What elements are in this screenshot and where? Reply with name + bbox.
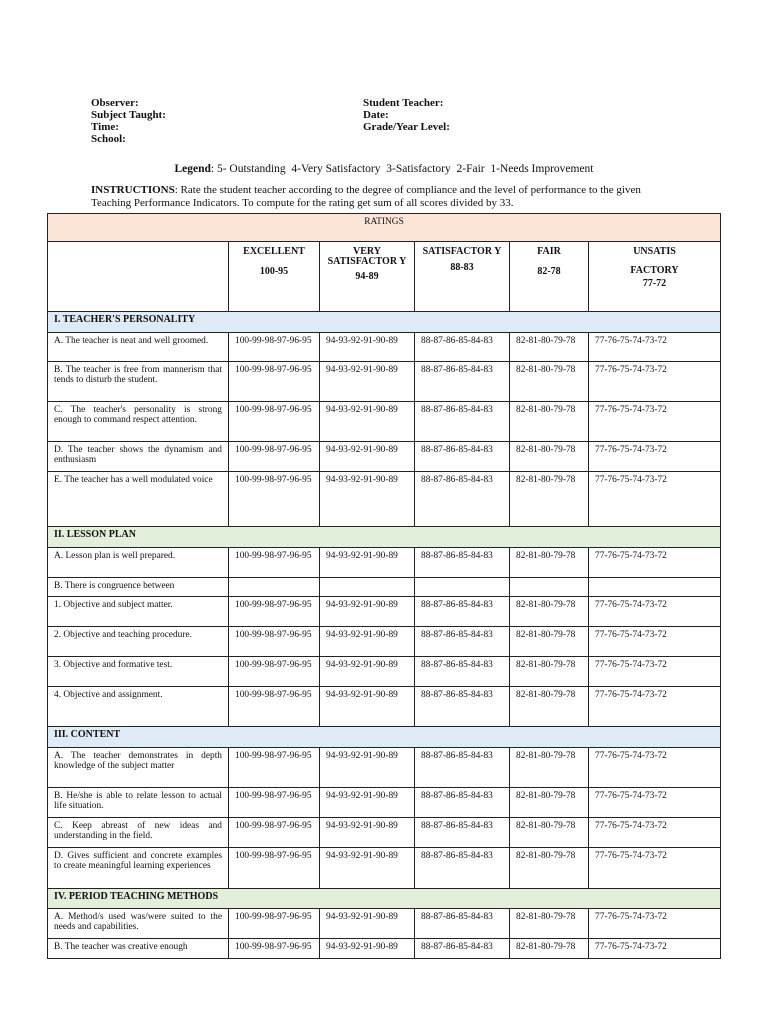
score-cell-unsatisfactory[interactable]: 77-76-75-74-73-72	[589, 939, 721, 959]
score-cell-fair[interactable]: 82-81-80-79-78	[510, 848, 589, 889]
indicator-text: A. Method/s used was/were suited to the needs and capabilities.	[48, 909, 229, 939]
score-cell-very-satisfactory[interactable]: 94-93-92-91-90-89	[320, 939, 415, 959]
score-cell-very-satisfactory[interactable]: 94-93-92-91-90-89	[320, 687, 415, 727]
score-cell-very-satisfactory[interactable]: 94-93-92-91-90-89	[320, 402, 415, 442]
score-cell-excellent[interactable]: 100-99-98-97-96-95	[229, 333, 320, 362]
table-row	[48, 687, 721, 727]
score-cell-fair[interactable]: 82-81-80-79-78	[510, 362, 589, 402]
column-range: 88-83	[450, 261, 474, 273]
legend	[0, 163, 768, 175]
score-cell-satisfactory[interactable]: 88-87-86-85-84-83	[415, 472, 510, 527]
score-cell-very-satisfactory[interactable]: 94-93-92-91-90-89	[320, 362, 415, 402]
indicator-text: A. The teacher demonstrates in depth knowledge of the subject matter	[48, 748, 229, 788]
score-cell-fair[interactable]: 82-81-80-79-78	[510, 788, 589, 818]
score-cell-excellent[interactable]: 100-99-98-97-96-95	[229, 548, 320, 578]
indicator-text: C. The teacher's personality is strong enough to command respect attention.	[48, 402, 229, 442]
score-cell-fair[interactable]: 82-81-80-79-78	[510, 333, 589, 362]
score-cell-fair[interactable]: 82-81-80-79-78	[510, 597, 589, 627]
ratings-header: RATINGS	[48, 214, 721, 242]
score-cell-satisfactory[interactable]: 88-87-86-85-84-83	[415, 687, 510, 727]
column-header-excellent	[229, 242, 320, 312]
table-row	[48, 939, 721, 959]
legend-label: Legend	[174, 163, 211, 175]
score-cell-fair[interactable]: 82-81-80-79-78	[510, 687, 589, 727]
score-cell-fair[interactable]: 82-81-80-79-78	[510, 657, 589, 687]
table-row	[48, 442, 721, 472]
column-range: 82-78	[537, 265, 561, 277]
score-cell-unsatisfactory[interactable]: 77-76-75-74-73-72	[589, 848, 721, 889]
score-cell-unsatisfactory[interactable]: 77-76-75-74-73-72	[589, 402, 721, 442]
instructions-text: : Rate the student teacher according to the degree of compliance and the level of performance to the given Teaching Performance Indicators. To compute for the rating get sum of all scores divided by 33.	[91, 184, 641, 209]
table-row	[48, 597, 721, 627]
score-cell-fair[interactable]: 82-81-80-79-78	[510, 442, 589, 472]
score-cell-excellent[interactable]: 100-99-98-97-96-95	[229, 472, 320, 527]
score-cell-satisfactory[interactable]: 88-87-86-85-84-83	[415, 548, 510, 578]
score-cell-excellent[interactable]: 100-99-98-97-96-95	[229, 627, 320, 657]
score-cell-fair[interactable]: 82-81-80-79-78	[510, 627, 589, 657]
score-cell-satisfactory[interactable]	[415, 578, 510, 597]
column-label: VERY SATISFACTOR Y	[327, 246, 407, 267]
score-cell-unsatisfactory[interactable]: 77-76-75-74-73-72	[589, 362, 721, 402]
table-row	[48, 848, 721, 889]
table-row	[48, 657, 721, 687]
score-cell-satisfactory[interactable]: 88-87-86-85-84-83	[415, 848, 510, 889]
score-cell-unsatisfactory[interactable]	[589, 578, 721, 597]
grade-level-label: Grade/Year Level:	[363, 121, 450, 133]
score-cell-excellent[interactable]: 100-99-98-97-96-95	[229, 748, 320, 788]
score-cell-unsatisfactory[interactable]: 77-76-75-74-73-72	[589, 548, 721, 578]
score-cell-excellent[interactable]: 100-99-98-97-96-95	[229, 788, 320, 818]
score-cell-fair[interactable]: 82-81-80-79-78	[510, 909, 589, 939]
table-row	[48, 818, 721, 848]
score-cell-very-satisfactory[interactable]: 94-93-92-91-90-89	[320, 818, 415, 848]
indicator-text: 4. Objective and assignment.	[48, 687, 229, 727]
score-cell-unsatisfactory[interactable]: 77-76-75-74-73-72	[589, 657, 721, 687]
indicator-text: 3. Objective and formative test.	[48, 657, 229, 687]
column-header-unsatisfactory	[589, 242, 721, 312]
time-label: Time:	[91, 121, 119, 133]
table-row	[48, 627, 721, 657]
score-cell-excellent[interactable]	[229, 578, 320, 597]
score-cell-very-satisfactory[interactable]: 94-93-92-91-90-89	[320, 548, 415, 578]
indicator-text: B. The teacher was creative enough	[48, 939, 229, 959]
column-range: 94-89	[355, 271, 379, 282]
column-label: SATISFACTOR Y	[422, 246, 502, 257]
score-cell-unsatisfactory[interactable]: 77-76-75-74-73-72	[589, 597, 721, 627]
section-title: I. TEACHER'S PERSONALITY	[48, 312, 721, 333]
table-row	[48, 362, 721, 402]
score-cell-excellent[interactable]: 100-99-98-97-96-95	[229, 362, 320, 402]
score-cell-very-satisfactory[interactable]: 94-93-92-91-90-89	[320, 333, 415, 362]
score-cell-fair[interactable]: 82-81-80-79-78	[510, 748, 589, 788]
observer-label: Observer:	[91, 97, 139, 109]
indicator-text: B. There is congruence between	[48, 578, 229, 597]
score-cell-satisfactory[interactable]: 88-87-86-85-84-83	[415, 818, 510, 848]
column-label: FAIR	[537, 246, 561, 257]
score-cell-very-satisfactory[interactable]: 94-93-92-91-90-89	[320, 909, 415, 939]
score-cell-satisfactory[interactable]: 88-87-86-85-84-83	[415, 333, 510, 362]
score-cell-unsatisfactory[interactable]: 77-76-75-74-73-72	[589, 442, 721, 472]
score-cell-unsatisfactory[interactable]: 77-76-75-74-73-72	[589, 818, 721, 848]
score-cell-excellent[interactable]: 100-99-98-97-96-95	[229, 402, 320, 442]
indicator-text: 2. Objective and teaching procedure.	[48, 627, 229, 657]
score-cell-excellent[interactable]: 100-99-98-97-96-95	[229, 597, 320, 627]
table-row	[48, 402, 721, 442]
column-header-row	[48, 242, 721, 312]
table-row	[48, 748, 721, 788]
score-cell-very-satisfactory[interactable]: 94-93-92-91-90-89	[320, 848, 415, 889]
section-title: III. CONTENT	[48, 727, 721, 748]
legend-text: : 5- Outstanding 4-Very Satisfactory 3-Satisfactory 2-Fair 1-Needs Improvement	[210, 163, 594, 175]
score-cell-very-satisfactory[interactable]	[320, 578, 415, 597]
column-header-very-satisfactory	[320, 242, 415, 312]
score-cell-very-satisfactory[interactable]: 94-93-92-91-90-89	[320, 442, 415, 472]
column-label: UNSATIS	[633, 246, 676, 257]
header-right-fields	[363, 97, 450, 133]
subject-taught-label: Subject Taught:	[91, 109, 166, 121]
score-cell-unsatisfactory[interactable]: 77-76-75-74-73-72	[589, 472, 721, 527]
score-cell-very-satisfactory[interactable]: 94-93-92-91-90-89	[320, 788, 415, 818]
score-cell-satisfactory[interactable]: 88-87-86-85-84-83	[415, 402, 510, 442]
score-cell-fair[interactable]: 82-81-80-79-78	[510, 548, 589, 578]
score-cell-fair[interactable]: 82-81-80-79-78	[510, 818, 589, 848]
score-cell-fair[interactable]: 82-81-80-79-78	[510, 472, 589, 527]
score-cell-excellent[interactable]: 100-99-98-97-96-95	[229, 848, 320, 889]
score-cell-satisfactory[interactable]: 88-87-86-85-84-83	[415, 939, 510, 959]
score-cell-very-satisfactory[interactable]: 94-93-92-91-90-89	[320, 472, 415, 527]
score-cell-fair[interactable]: 82-81-80-79-78	[510, 402, 589, 442]
section-lesson-plan-header-row	[48, 527, 721, 548]
ratings-header-row	[48, 214, 721, 242]
score-cell-satisfactory[interactable]: 88-87-86-85-84-83	[415, 788, 510, 818]
indicator-text: D. The teacher shows the dynamism and enthusiasm	[48, 442, 229, 472]
score-cell-unsatisfactory[interactable]: 77-76-75-74-73-72	[589, 333, 721, 362]
indicator-text: A. Lesson plan is well prepared.	[48, 548, 229, 578]
score-cell-satisfactory[interactable]: 88-87-86-85-84-83	[415, 909, 510, 939]
score-cell-satisfactory[interactable]: 88-87-86-85-84-83	[415, 627, 510, 657]
score-cell-very-satisfactory[interactable]: 94-93-92-91-90-89	[320, 627, 415, 657]
column-label: EXCELLENT	[243, 246, 305, 257]
header-left-fields	[91, 97, 166, 145]
score-cell-very-satisfactory[interactable]: 94-93-92-91-90-89	[320, 748, 415, 788]
table-row	[48, 333, 721, 362]
score-cell-fair[interactable]: 82-81-80-79-78	[510, 939, 589, 959]
section-content-header-row	[48, 727, 721, 748]
score-cell-unsatisfactory[interactable]: 77-76-75-74-73-72	[589, 748, 721, 788]
score-cell-very-satisfactory[interactable]: 94-93-92-91-90-89	[320, 597, 415, 627]
column-range: FACTORY 77-72	[630, 264, 679, 289]
indicator-text: C. Keep abreast of new ideas and understanding in the field.	[48, 818, 229, 848]
indicator-column-header	[48, 242, 229, 312]
score-cell-unsatisfactory[interactable]: 77-76-75-74-73-72	[589, 627, 721, 657]
table-row	[48, 788, 721, 818]
score-cell-excellent[interactable]: 100-99-98-97-96-95	[229, 442, 320, 472]
score-cell-satisfactory[interactable]: 88-87-86-85-84-83	[415, 597, 510, 627]
score-cell-unsatisfactory[interactable]: 77-76-75-74-73-72	[589, 788, 721, 818]
score-cell-satisfactory[interactable]: 88-87-86-85-84-83	[415, 748, 510, 788]
score-cell-excellent[interactable]: 100-99-98-97-96-95	[229, 939, 320, 959]
section-period-teaching-methods-header-row	[48, 889, 721, 909]
indicator-text: E. The teacher has a well modulated voice	[48, 472, 229, 527]
column-range: 100-95	[259, 265, 289, 277]
section-title: IV. PERIOD TEACHING METHODS	[48, 889, 721, 909]
table-row	[48, 472, 721, 527]
table-row	[48, 909, 721, 939]
indicator-text: A. The teacher is neat and well groomed.	[48, 333, 229, 362]
score-cell-excellent[interactable]: 100-99-98-97-96-95	[229, 657, 320, 687]
indicator-text: 1. Objective and subject matter.	[48, 597, 229, 627]
score-cell-excellent[interactable]: 100-99-98-97-96-95	[229, 818, 320, 848]
school-label: School:	[91, 133, 126, 145]
score-cell-satisfactory[interactable]: 88-87-86-85-84-83	[415, 657, 510, 687]
instructions-label: INSTRUCTIONS	[91, 184, 175, 196]
student-teacher-label: Student Teacher:	[363, 97, 444, 109]
section-title: II. LESSON PLAN	[48, 527, 721, 548]
section-teachers-personality-header-row	[48, 312, 721, 333]
score-cell-satisfactory[interactable]: 88-87-86-85-84-83	[415, 442, 510, 472]
date-label: Date:	[363, 109, 389, 121]
rating-table	[47, 213, 721, 959]
instructions	[91, 184, 683, 209]
column-header-fair	[510, 242, 589, 312]
indicator-text: B. He/she is able to relate lesson to actual life situation.	[48, 788, 229, 818]
score-cell-unsatisfactory[interactable]: 77-76-75-74-73-72	[589, 909, 721, 939]
score-cell-excellent[interactable]: 100-99-98-97-96-95	[229, 687, 320, 727]
score-cell-unsatisfactory[interactable]: 77-76-75-74-73-72	[589, 687, 721, 727]
column-header-satisfactory	[415, 242, 510, 312]
indicator-text: D. Gives sufficient and concrete examples to create meaningful learning experiences	[48, 848, 229, 889]
table-row	[48, 548, 721, 578]
indicator-text: B. The teacher is free from mannerism that tends to disturb the student.	[48, 362, 229, 402]
score-cell-very-satisfactory[interactable]: 94-93-92-91-90-89	[320, 657, 415, 687]
score-cell-excellent[interactable]: 100-99-98-97-96-95	[229, 909, 320, 939]
score-cell-satisfactory[interactable]: 88-87-86-85-84-83	[415, 362, 510, 402]
score-cell-fair[interactable]	[510, 578, 589, 597]
table-row	[48, 578, 721, 597]
